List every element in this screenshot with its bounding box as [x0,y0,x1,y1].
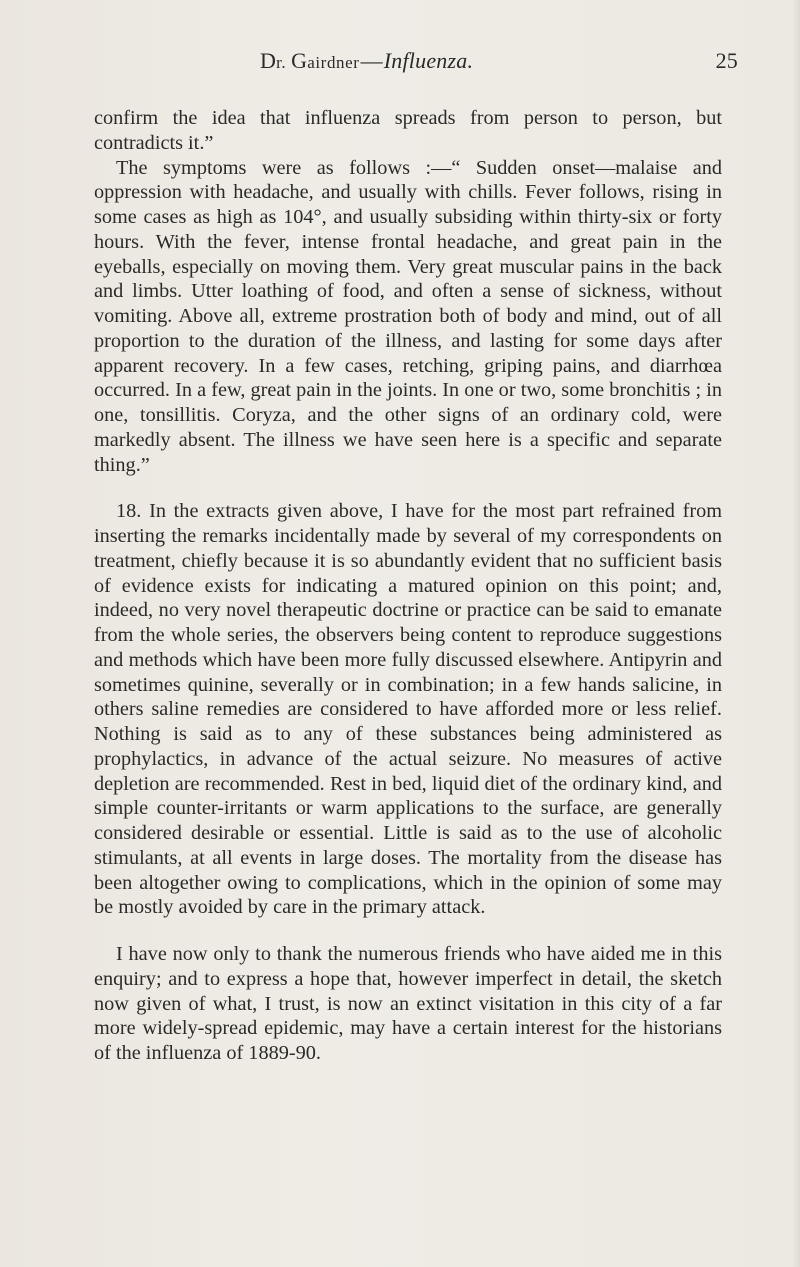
running-head-dash: — [360,48,383,73]
paragraph-continuation: confirm the idea that influenza spreads from person to person, but contradicts it.” [94,107,722,154]
body-text [94,106,722,1066]
running-head [260,48,473,74]
page-number: 25 [715,48,738,73]
paragraph-treatment: 18. In the extracts given above, I have for the most part refrained from inserting the remarks incidentally made by several of my correspondents on treatment, chiefly because it is so abundantly evident that no sufficient basis of evidence exists for indicating a matured opinion on this point; and, indeed, no very novel therapeutic doctrine or practice can be said to emanate from the whole series, the observers being content to reproduce suggestions and methods which have been more fully discussed elsewhere. Antipyrin and sometimes quinine, severally or in combination; in a few hands salicine, in others saline remedies are considered to have afforded more or less relief. Nothing is said as to any of these substances being administered as prophylactics, in advance of the actual seizure. No measures of active depletion are recommended. Rest in bed, liquid diet of the ordinary kind, and simple counter-irritants or warm applications to the surface, are generally considered desirable or essential. Little is said as to the use of alcoholic stimulants, at all events in large doses. The mortality from the disease has been altogether owing to complications, which in the opinion of some may be mostly avoided by care in the primary attack. [94,500,722,919]
running-head-author-initial-2: G [291,48,308,73]
paragraph-symptoms: The symptoms were as follows :—“ Sudden onset—malaise and oppression with headache, and usually with chills. Fever follows, rising in some cases as high as 104°, and usually subsiding within thirty-six or forty hours. With the fever, intense frontal headache, and great pain in the eyeballs, especially on moving them. Very great muscular pains in the back and limbs. Utter loathing of food, and often a sense of sickness, without vomiting. Above all, extreme prostration both of body and mind, out of all proportion to the duration of the illness, and lasting for some days after apparent recovery. In a few cases, retching, griping pains, and diarrhœa occurred. In a few, great pain in the joints. In one or two, some bronchitis ; in one, tonsillitis. Coryza, and the other signs of an ordinary cold, were markedly absent. The illness we have seen here is a specific and separate thing.” [94,156,722,476]
page-edge-shadow [792,0,800,1267]
running-head-author-rest-1: r. [276,53,292,72]
running-head-author-rest-2: airdner [307,53,360,72]
page-header [178,48,738,80]
running-head-author-initial: D [260,48,277,73]
running-head-title: Influenza. [383,48,474,73]
paragraph-acknowledgement: I have now only to thank the numerous friends who have aided me in this enquiry; and to express a hope that, however imperfect in detail, the sketch now given of what, I trust, is now an extinct visitation in this city of a far more widely-spread epidemic, may have a certain interest for the historians of the influenza of 1889-90. [94,943,722,1064]
